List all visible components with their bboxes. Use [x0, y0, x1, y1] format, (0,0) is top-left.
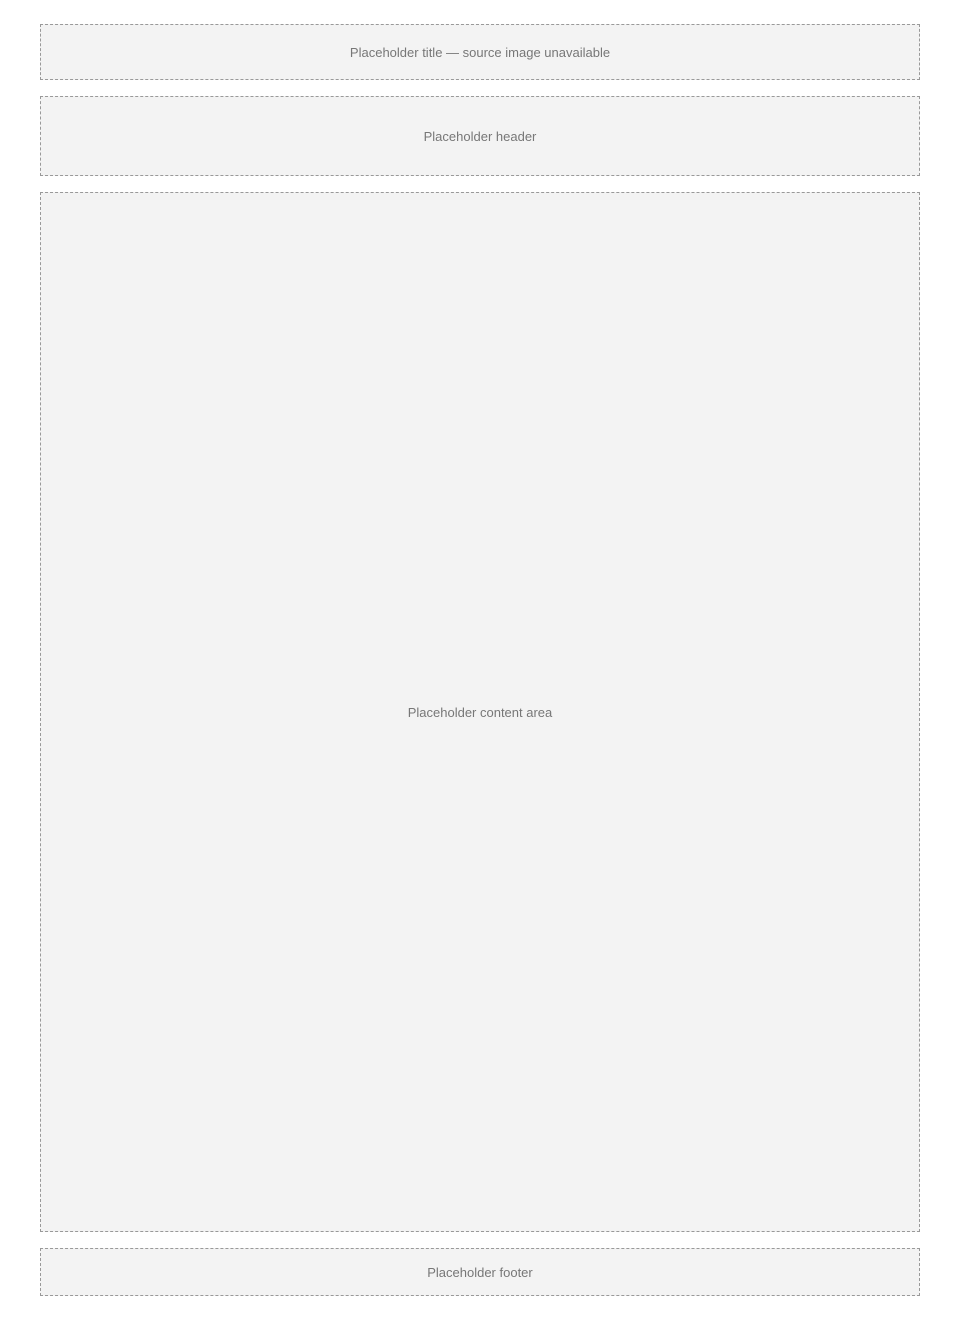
main-text: Placeholder content area: [407, 704, 553, 720]
footer-text: Placeholder footer: [427, 1264, 533, 1280]
header-text: Placeholder header: [423, 128, 537, 144]
header-block: [40, 96, 920, 176]
main-content: [40, 192, 920, 1232]
footer-block: [40, 1248, 920, 1296]
page-title-text: Placeholder title — source image unavailable: [349, 44, 611, 60]
page-title: [40, 24, 920, 80]
